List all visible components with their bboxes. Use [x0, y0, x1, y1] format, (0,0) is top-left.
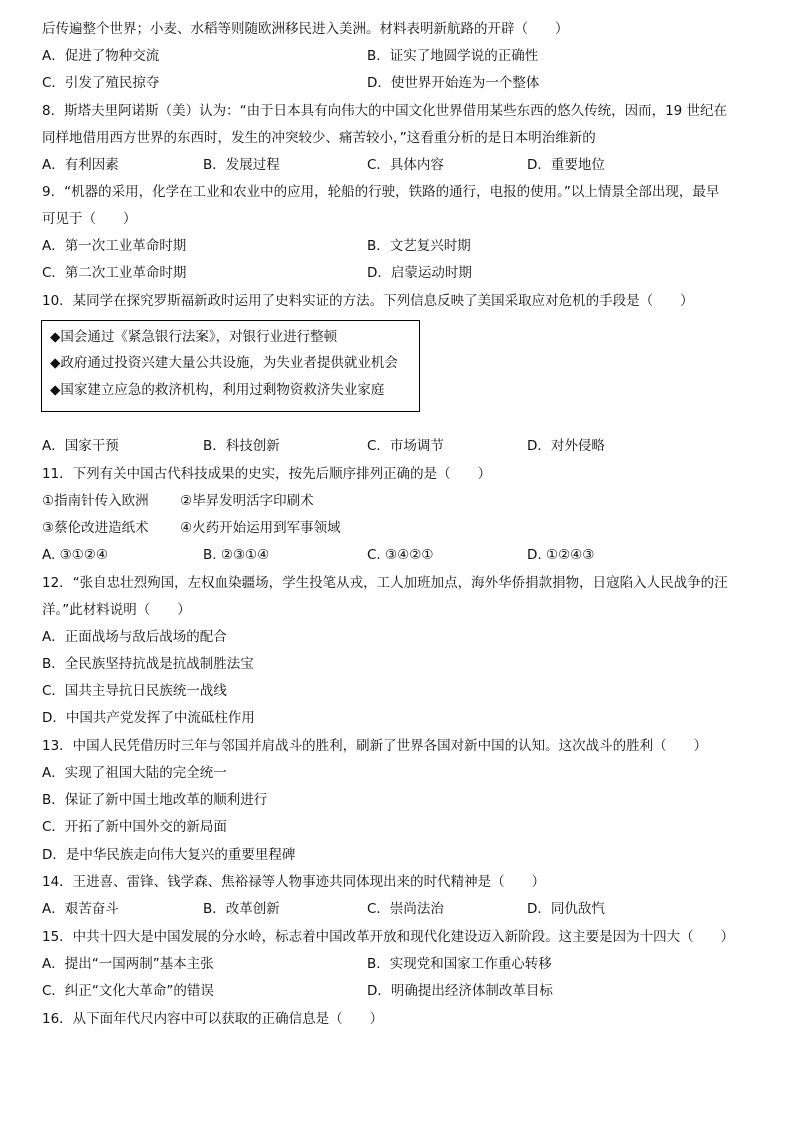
q13-option-d: D．是中华民族走向伟大复兴的重要里程碑	[42, 847, 296, 863]
q11-option-b: B. ②③①④	[203, 547, 270, 563]
q10-option-b: B．科技创新	[203, 438, 280, 454]
q12-option-b: B．全民族坚持抗战是抗战制胜法宝	[42, 656, 254, 672]
q13-stem: 13．中国人民凭借历时三年与邻国并肩战斗的胜利，刷新了世界各国对新中国的认知。这次战斗的胜利（ ）	[42, 738, 708, 754]
q10-stem: 10．某同学在探究罗斯福新政时运用了史料实证的方法。下列信息反映了美国采取应对危机的手段是（ ）	[42, 293, 694, 309]
q10-option-a: A．国家干预	[42, 438, 119, 454]
q7-stem-tail: 后传遍整个世界；小麦、水稻等则随欧洲移民进入美洲。材料表明新航路的开辟（ ）	[42, 21, 569, 37]
q15-option-a: A．提出“一国两制”基本主张	[42, 956, 214, 972]
q8-stem-line-1: 8．斯塔夫里阿诺斯（美）认为：“由于日本具有向伟大的中国文化世界借用某些东西的悠久传统，因而，19 世纪在	[42, 103, 728, 119]
q9-stem-line-2: 可见于（ ）	[42, 211, 137, 227]
q13-option-b: B．保证了新中国土地改革的顺利进行	[42, 792, 268, 808]
q10-material-line-1: ◆国会通过《紧急银行法案》，对银行业进行整顿	[50, 329, 338, 345]
q7-option-b: B．证实了地圆学说的正确性	[367, 48, 539, 64]
q14-option-a: A．艰苦奋斗	[42, 901, 119, 917]
q11-option-c: C. ③④②①	[367, 547, 434, 563]
q8-option-a: A．有利因素	[42, 157, 119, 173]
q8-stem-line-2: 同样地借用西方世界的东西时，发生的冲突较少、痛苦较小，”这看重分析的是日本明治维新的	[42, 130, 596, 146]
q7-option-c: C．引发了殖民掠夺	[42, 75, 160, 91]
q11-item-4: ④火药开始运用到军事领域	[180, 520, 341, 536]
q9-option-b: B．文艺复兴时期	[367, 238, 471, 254]
q12-option-a: A．正面战场与敌后战场的配合	[42, 629, 227, 645]
q13-option-c: C．开拓了新中国外交的新局面	[42, 819, 227, 835]
q10-material-box	[41, 320, 420, 412]
q14-option-d: D．同仇敌忾	[527, 901, 605, 917]
q11-option-a: A. ③①②④	[42, 547, 108, 563]
q10-material-line-3: ◆国家建立应急的救济机构，利用过剩物资救济失业家庭	[50, 382, 385, 398]
q9-stem-line-1: 9．“机器的采用，化学在工业和农业中的应用，轮船的行驶，铁路的通行，电报的使用。”以上情景全部出现，最早	[42, 184, 720, 200]
q14-stem: 14．王进喜、雷锋、钱学森、焦裕禄等人物事迹共同体现出来的时代精神是（ ）	[42, 874, 546, 890]
q11-item-3: ③蔡伦改进造纸术	[42, 520, 149, 536]
q15-option-c: C．纠正“文化大革命”的错误	[42, 983, 214, 999]
q9-option-d: D．启蒙运动时期	[367, 265, 472, 281]
q7-option-a: A．促进了物种交流	[42, 48, 160, 64]
q12-stem-line-2: 洋。”此材料说明（ ）	[42, 602, 191, 618]
q15-stem: 15．中共十四大是中国发展的分水岭，标志着中国改革开放和现代化建设迈入新阶段。这主要是因为十四大（ ）	[42, 929, 735, 945]
q11-stem: 11．下列有关中国古代科技成果的史实，按先后顺序排列正确的是（ ）	[42, 466, 492, 482]
q9-option-c: C．第二次工业革命时期	[42, 265, 187, 281]
q12-option-d: D．中国共产党发挥了中流砥柱作用	[42, 710, 255, 726]
q7-option-d: D．使世界开始连为一个整体	[367, 75, 540, 91]
q15-option-b: B．实现党和国家工作重心转移	[367, 956, 552, 972]
q10-option-d: D．对外侵略	[527, 438, 605, 454]
q8-option-b: B．发展过程	[203, 157, 280, 173]
q14-option-b: B．改革创新	[203, 901, 280, 917]
q10-material-line-2: ◆政府通过投资兴建大量公共设施，为失业者提供就业机会	[50, 355, 398, 371]
q11-item-1: ①指南针传入欧洲	[42, 493, 149, 509]
q8-option-d: D．重要地位	[527, 157, 605, 173]
q8-option-c: C．具体内容	[367, 157, 444, 173]
q10-option-c: C．市场调节	[367, 438, 444, 454]
q9-option-a: A．第一次工业革命时期	[42, 238, 187, 254]
q11-item-2: ②毕昇发明活字印刷术	[180, 493, 314, 509]
q14-option-c: C．崇尚法治	[367, 901, 444, 917]
q12-option-c: C．国共主导抗日民族统一战线	[42, 683, 227, 699]
q15-option-d: D．明确提出经济体制改革目标	[367, 983, 553, 999]
q13-option-a: A．实现了祖国大陆的完全统一	[42, 765, 227, 781]
q12-stem-line-1: 12．“张自忠壮烈殉国，左权血染疆场，学生投笔从戎，工人加班加点，海外华侨捐款捐物，日寇陷入人民战争的汪	[42, 575, 728, 591]
q16-stem: 16．从下面年代尺内容中可以获取的正确信息是（ ）	[42, 1011, 384, 1027]
q11-option-d: D. ①②④③	[527, 547, 595, 563]
